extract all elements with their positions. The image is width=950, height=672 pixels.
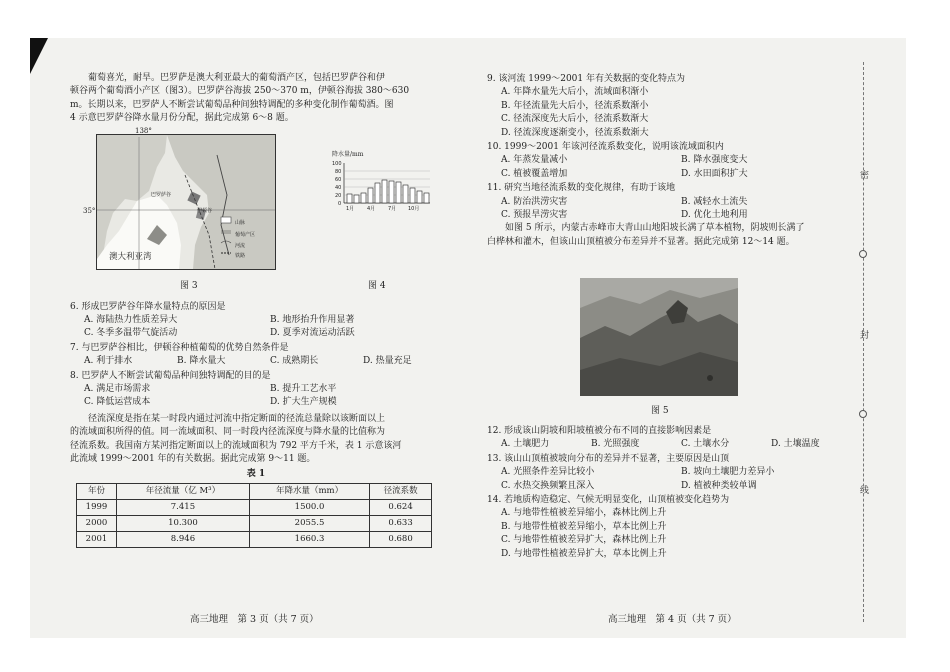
- q7-stem: 7. 与巴罗萨谷相比，伊顿谷种植葡萄的优势自然条件是: [70, 342, 289, 353]
- q14-option: D. 与地带性植被差异扩大，草本比例上升: [501, 548, 667, 559]
- right-page-footer: 高三地理 第 4 页（共 7 页）: [608, 614, 737, 625]
- q10-stem: 10. 1999～2001 年该河径流系数变化，说明该流域面积内: [487, 142, 724, 153]
- chart-xtick: 4月: [367, 205, 376, 212]
- para2-line: 此流域 1999～2001 年的有关数据。据此完成第 9～11 题。: [70, 454, 316, 465]
- q10-option: B. 降水强度变大: [681, 155, 748, 166]
- q13-option: A. 光照条件差异比较小: [501, 467, 595, 478]
- q9-option: A. 年降水量先大后小，流域面积渐小: [501, 87, 649, 98]
- table-cell: 0.680: [370, 531, 432, 547]
- q12-stem: 12. 形成该山阴坡和阳坡植被分布不同的直接影响因素是: [487, 426, 712, 436]
- table-header: 年径流量（亿 M³）: [116, 483, 249, 499]
- q13-stem: 13. 该山山顶植被坡向分布的差异并不显著，主要原因是山顶: [487, 453, 730, 464]
- intro-line: 顿谷两个葡萄酒小产区（图3）。巴罗萨谷海拔 250～370 m，伊顿谷海拔 380～630: [70, 86, 410, 97]
- para3-line: 白桦林和灌木，但该山山顶植被分布差异并不显著。据此完成第 12～14 题。: [487, 236, 795, 247]
- seal-char: 线: [858, 485, 868, 494]
- table-cell: 1660.3: [249, 531, 369, 547]
- q12-option: A. 土壤肥力: [501, 439, 550, 450]
- q8-stem: 8. 巴罗萨人不断尝试葡萄品种间独特调配的目的是: [70, 370, 271, 381]
- left-column: [70, 72, 442, 548]
- chart-xtick: 7月: [388, 205, 397, 212]
- fig4-caption: 图 4: [368, 280, 386, 291]
- q9-stem: 9. 该河流 1999～2001 年有关数据的变化特点为: [487, 74, 685, 84]
- table-cell: 0.624: [370, 499, 432, 515]
- precipitation-chart: [332, 150, 432, 230]
- legend-river: 河流: [235, 242, 246, 249]
- q6-option: C. 冬季多温带气旋活动: [84, 328, 178, 339]
- chart-ytick: 80: [335, 168, 342, 175]
- q11-option: C. 预报旱涝灾害: [501, 210, 568, 221]
- q9-option: D. 径流深度逐渐变小，径流系数渐大: [501, 127, 649, 138]
- table-cell: 2001: [77, 531, 117, 547]
- q9-option: C. 径流深度先大后小，径流系数渐大: [501, 114, 649, 125]
- q11-stem: 11. 研究当地径流系数的变化规律，有助于该地: [487, 183, 676, 194]
- seal-char: 封: [858, 330, 868, 339]
- figure-row: [70, 126, 442, 300]
- q12-options: [487, 438, 847, 451]
- table-cell: 10.300: [116, 515, 249, 531]
- q8-option: D. 扩大生产规模: [270, 397, 337, 408]
- right-column-lower: [487, 424, 847, 561]
- chart-graphic: [332, 160, 432, 230]
- fig5-caption: 图 5: [651, 406, 669, 416]
- mountain-photo: [580, 278, 738, 396]
- binding-hole: [859, 250, 867, 258]
- q11-option: A. 防治洪涝灾害: [501, 196, 568, 207]
- q11-option: B. 减轻水土流失: [681, 196, 748, 207]
- mountain-photo-graphic: [580, 278, 738, 396]
- q11-options: [487, 196, 847, 223]
- q7-option: C. 成熟期长: [270, 356, 319, 367]
- table-caption: 表 1: [246, 468, 266, 479]
- table-cell: 7.415: [116, 499, 249, 515]
- q13-option: C. 水热交换频繁且深入: [501, 480, 595, 491]
- q10-options: [487, 154, 847, 181]
- chart-ylabel: 降水量/mm: [332, 150, 364, 158]
- chart-xtick: 1月: [346, 205, 355, 212]
- q10-option: C. 植被覆盖增加: [501, 168, 568, 179]
- chart-xtick: 10月: [408, 205, 420, 212]
- sea-label: 澳大利亚湾: [109, 251, 152, 262]
- intro-line: 葡萄喜光，耐旱。巴罗萨是澳大利亚最大的葡萄酒产区，包括巴罗萨谷和伊: [88, 73, 386, 83]
- q14-option: B. 与地带性植被差异缩小，草本比例上升: [501, 521, 667, 532]
- table-header: 径流系数: [370, 483, 432, 499]
- legend-railway: 铁路: [235, 252, 246, 259]
- chart-ytick: 0: [338, 200, 342, 207]
- chart-ytick: 40: [335, 184, 342, 191]
- seal-char: 密: [858, 170, 868, 179]
- chart-ytick: 20: [335, 192, 342, 199]
- table-row: [77, 499, 432, 515]
- table-cell: 0.633: [370, 515, 432, 531]
- q11-option: D. 优化土地利用: [681, 210, 748, 221]
- table-cell: 1500.0: [249, 499, 369, 515]
- q13-option: B. 坡向土壤肥力差异小: [681, 467, 775, 478]
- para3-line: 如图 5 所示，内蒙古赤峰市大青山山地阳坡长满了草本植物，阴坡则长满了: [505, 223, 805, 234]
- table-cell: 8.946: [116, 531, 249, 547]
- q9-options: [487, 86, 847, 140]
- intro-line: 4 示意巴罗萨谷降水量月份分配，据此完成第 6～8 题。: [70, 113, 294, 124]
- table-cell: 2000: [77, 515, 117, 531]
- q12-option: B. 光照强度: [591, 439, 640, 450]
- longitude-label: 138°: [135, 126, 152, 135]
- chart-ytick: 100: [332, 160, 342, 167]
- barossa-map: [83, 126, 276, 270]
- q9-option: B. 年径流量先大后小，径流系数渐小: [501, 100, 649, 111]
- chart-ytick: 60: [335, 176, 342, 183]
- place-label: 巴罗萨谷: [151, 191, 172, 198]
- q8-option: C. 降低运营成本: [84, 397, 151, 408]
- corner-mark: [30, 38, 48, 74]
- para2-line: 径流系数。我国南方某河指定断面以上的流域面积为 792 平方千米，表 1 示意该河: [70, 440, 402, 451]
- q8-option: B. 提升工艺水平: [270, 384, 337, 395]
- para2-line: 径流深度是指在某一时段内通过河流中指定断面的径流总量除以该断面以上: [88, 413, 386, 424]
- table-row: [77, 531, 432, 547]
- table-header: 年份: [77, 483, 117, 499]
- binding-hole: [859, 410, 867, 418]
- table-header: 年降水量（mm）: [249, 483, 369, 499]
- latitude-label: 35°: [83, 206, 96, 215]
- para2-line: 的流域面积所得的值。同一流域面积、同一时段内径流深度与降水量的比值称为: [70, 427, 386, 438]
- left-page-footer: 高三地理 第 3 页（共 7 页）: [190, 614, 319, 625]
- q10-option: A. 年蒸发量减小: [501, 155, 568, 166]
- q12-option: D. 土壤温度: [771, 439, 820, 450]
- q8-options: [70, 383, 442, 410]
- q13-options: [487, 466, 847, 493]
- q6-stem: 6. 形成巴罗萨谷年降水量特点的原因是: [70, 301, 226, 312]
- q14-options: [487, 507, 847, 561]
- q10-option: D. 水田面积扩大: [681, 168, 748, 179]
- place-label: 伊顿谷: [197, 207, 213, 214]
- table-header-row: [77, 483, 432, 499]
- q6-options: [70, 314, 442, 341]
- legend-mountain: 山脉: [235, 219, 246, 226]
- q6-option: A. 海陆热力性质差异大: [84, 315, 178, 326]
- seal-line: [863, 62, 864, 622]
- q14-option: C. 与地带性植被差异扩大，森林比例上升: [501, 535, 667, 546]
- runoff-table: [76, 483, 432, 548]
- q12-option: C. 土壤水分: [681, 439, 730, 450]
- right-column: [487, 72, 847, 249]
- q7-option: A. 利于排水: [84, 356, 133, 367]
- intro-line: m。长期以来，巴罗萨人不断尝试葡萄品种间独特调配的多种变化制作葡萄酒。图: [70, 99, 394, 110]
- legend-vineyard: 葡萄产区: [235, 231, 256, 238]
- q6-option: B. 地形抬升作用显著: [270, 315, 355, 326]
- q14-option: A. 与地带性植被差异缩小，森林比例上升: [501, 508, 667, 519]
- map-graphic: [97, 135, 275, 269]
- q7-options: [70, 355, 442, 368]
- q6-option: D. 夏季对流运动活跃: [270, 328, 355, 339]
- q7-option: B. 降水量大: [177, 356, 226, 367]
- table-row: [77, 515, 432, 531]
- table-cell: 2055.5: [249, 515, 369, 531]
- table-cell: 1999: [77, 499, 117, 515]
- q14-stem: 14. 若地质构造稳定、气候无明显变化，山顶植被变化趋势为: [487, 495, 730, 506]
- q7-option: D. 热量充足: [363, 356, 412, 367]
- fig3-caption: 图 3: [180, 280, 198, 291]
- q13-option: D. 植被种类较单调: [681, 480, 757, 491]
- q8-option: A. 满足市场需求: [84, 384, 151, 395]
